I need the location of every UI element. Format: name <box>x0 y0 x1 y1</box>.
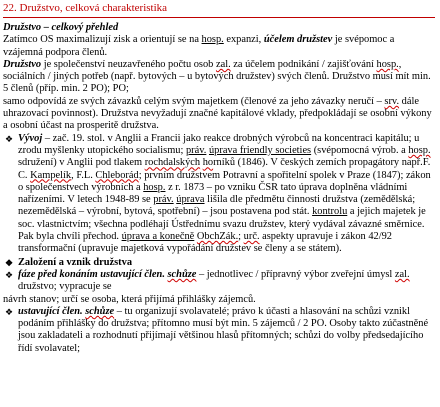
bullet-history: ❖ Vývoj – zač. 19. stol. v Anglii a Francii jako reakce drobných výrobců na koncentraci kapitálu; u zrodu myšlenky utopického socialismu; práv. úprava friendly societies (svépomocná výrob. a hosp. sdružení) v Anglii pod tlakem rochdalských horníků (1846). V českých zemích propagátory např.F. C. Kampelík, F.L. Chleborád; prvním družstvem Potravní a spořitelní spolek v Praze (1847); zákon o společenstvech výrobních a hosp. z r. 1873 – po vzniku ČSR tato úprava doplněna vládními nařízeními. V letech 1948-89 se práv. úprava lišila dle předmětu činnosti družstva (zemědělská; nezemědělská – výrobní, bytová, spotřební) – jsou postavena pod stát. kontrolu a jejich majetek je soc. vlastnictvím; všechna podléhají Ústřednímu svazu družstev, který vydával závazné směrnice. Pak byla chvíli přechod. úprava a konečně ObchZák.; urč. aspekty upravuje i zákon 42/92 transformační (upravuje majetková vypořádání družstev se členy a se státem). <box>3 133 435 256</box>
paragraph-intro: Zatímco OS maximalizují zisk a orientují se na hosp. expanzi, účelem družstev je svépomoc a vzájemná podpora členů. <box>3 34 395 58</box>
title-divider <box>3 17 435 18</box>
document-body <box>3 22 435 355</box>
section-heading-overview: Družstvo – celkový přehled <box>3 22 119 33</box>
paragraph-definition: Družstvo je společenství neuzavřeného počtu osob zal. za účelem podnikání / zajišťování hosp., sociálních / jiných potřeb (např. bytových – u bytových družstev) svých členů. Družstvo musí mít min. 5 členů (příp. min. 2 PO); PO; <box>3 58 431 95</box>
paragraph-pre-meeting-continued: návrh stanov; určí se osoba, která přijímá přihlášky zájemců. <box>3 293 256 305</box>
section-heading-founding: ❖ Založení a vznik družstva <box>3 257 435 269</box>
page-title: 22. Družstvo, celková charakteristika <box>3 2 168 14</box>
paragraph-liability: samo odpovídá ze svých závazků celým svým majetkem (členové za jeho závazky neručí – srv. dále uhrazovací povinnost). Družstva nevyžadují značné kapitálové vklady, předpokládají se osobní výkony a osobní účast na prosperitě družstva. <box>3 95 432 132</box>
bullet-founding-meeting: ❖ ustavující člen. schůze – tu organizují svolavatelé; právo k účasti a hlasování na schůzi vznikl podáním přihlášky do družstva; přítomno musí být min. 5 zájemců / 2 PO. Osoby takto zúčastněné jsou zakladateli a rozhodnutí přijímají většinou hlasů přítomných; schůzi do volby předsedajícího řídí svolavatel; <box>3 306 435 355</box>
bullet-pre-meeting: ❖ fáze před konáním ustavující člen. schůze – jednotlivec / přípravný výbor zveřejní úmysl zal. družstvo; vypracuje se <box>3 269 435 294</box>
